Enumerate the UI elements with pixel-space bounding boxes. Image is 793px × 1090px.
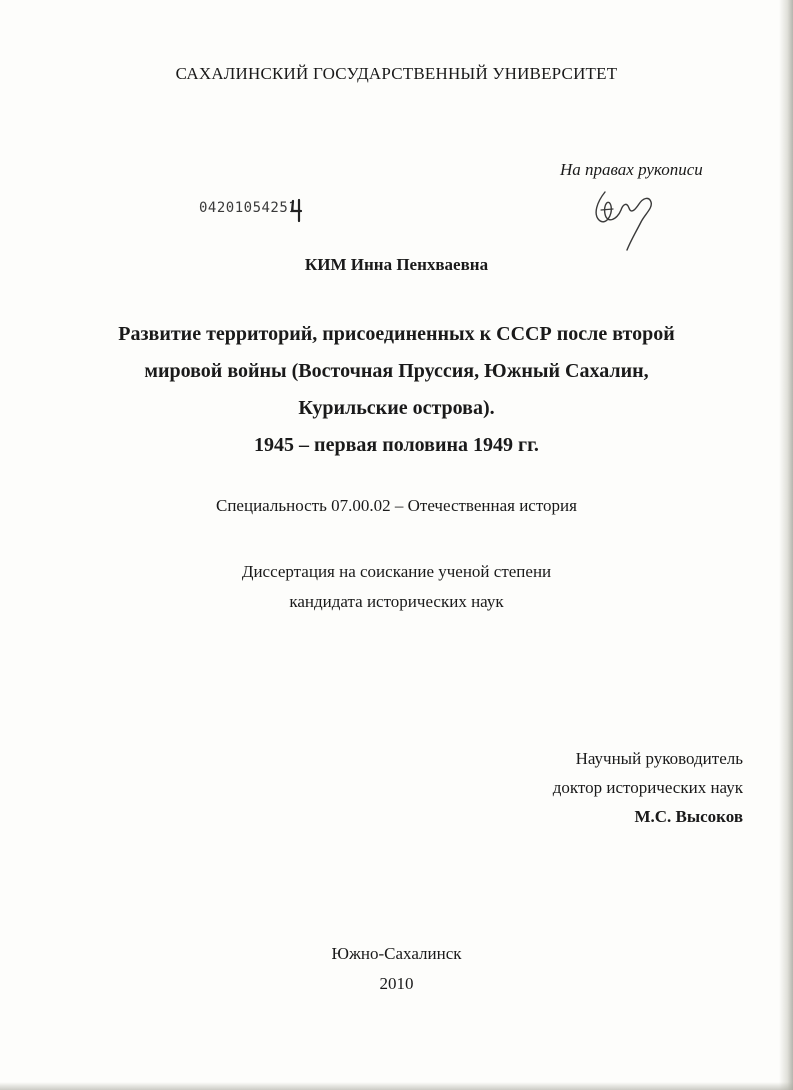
title-line: мировой войны (Восточная Пруссия, Южный Сахалин, <box>144 360 649 382</box>
title-line: 1945 – первая половина 1949 гг. <box>254 434 539 456</box>
dissertation-title <box>60 316 733 464</box>
university-name: САХАЛИНСКИЙ ГОСУДАРСТВЕННЫЙ УНИВЕРСИТЕТ <box>175 64 618 83</box>
scan-edge-right <box>779 0 793 1090</box>
place-and-year <box>0 939 793 999</box>
registration-number: 04201054251 <box>199 200 298 216</box>
dissertation-line: Диссертация на соискание ученой степени <box>241 562 552 581</box>
scientific-advisor <box>553 744 743 831</box>
city: Южно-Сахалинск <box>331 944 462 963</box>
handwritten-mark <box>290 197 304 223</box>
scan-edge-bottom <box>0 1082 793 1090</box>
author-name: КИМ Инна Пенхваевна <box>304 255 489 274</box>
advisor-role: Научный руководитель <box>575 749 743 768</box>
title-line: Курильские острова). <box>298 397 495 419</box>
handwritten-signature <box>583 180 663 255</box>
title-line: Развитие территорий, присоединенных к СССР после второй <box>118 323 675 345</box>
year: 2010 <box>379 974 414 993</box>
dissertation-type <box>0 557 793 617</box>
advisor-degree: доктор исторических наук <box>552 778 743 797</box>
advisor-name: М.С. Высоков <box>634 807 743 826</box>
specialty: Специальность 07.00.02 – Отечественная история <box>216 496 577 515</box>
dissertation-line: кандидата исторических наук <box>289 592 504 611</box>
rights-note: На правах рукописи <box>560 160 703 179</box>
